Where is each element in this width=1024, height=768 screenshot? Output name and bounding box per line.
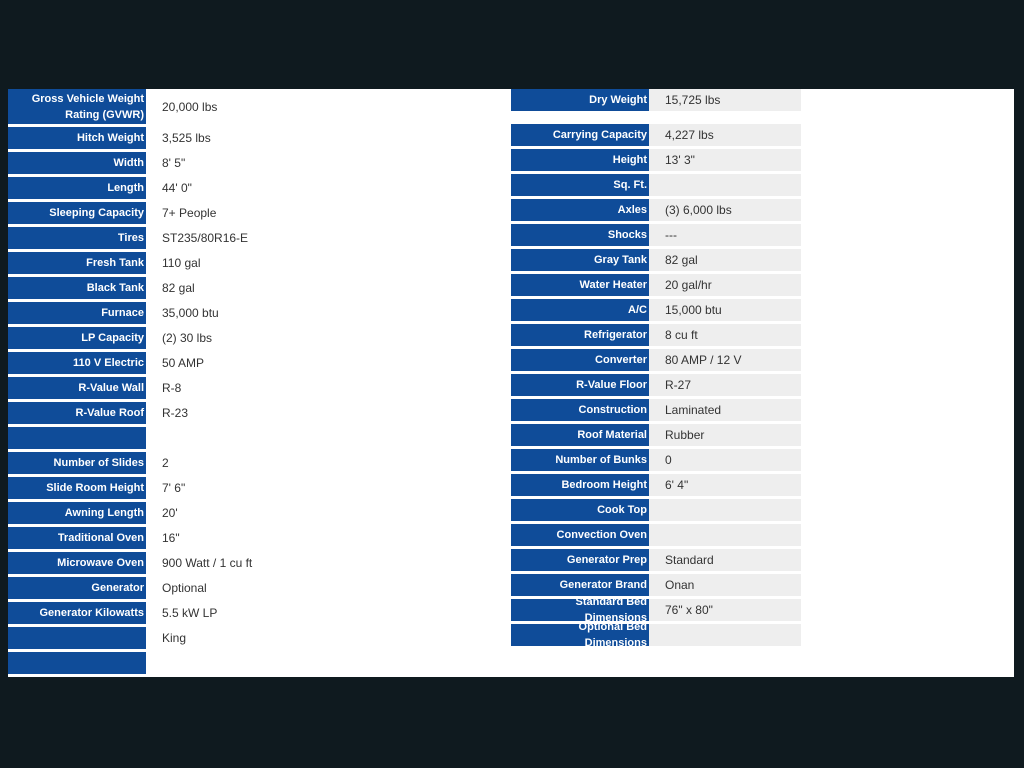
spec-row — [8, 152, 471, 174]
spec-row — [8, 452, 471, 474]
spec-row — [511, 399, 801, 421]
spec-row — [511, 349, 801, 371]
spec-value: 82 gal — [649, 249, 801, 271]
spec-row — [8, 377, 471, 399]
spec-value: 15,725 lbs — [649, 89, 801, 111]
spec-value: 3,525 lbs — [146, 127, 471, 149]
spec-label: R-Value Floor — [511, 374, 649, 396]
spec-label: Gray Tank — [511, 249, 649, 271]
spec-label: Generator Brand — [511, 574, 649, 596]
spec-value: 8 cu ft — [649, 324, 801, 346]
spec-value: 20' — [146, 502, 471, 524]
spec-value: King — [146, 627, 471, 649]
spec-value: 0 — [649, 449, 801, 471]
spec-row — [8, 202, 471, 224]
spec-value — [649, 174, 801, 196]
spec-label: Awning Length — [8, 502, 146, 524]
spec-label: Furnace — [8, 302, 146, 324]
spec-row — [511, 621, 801, 649]
spec-value: 80 AMP / 12 V — [649, 349, 801, 371]
spec-label: Standard Bed Dimensions — [511, 599, 649, 621]
spec-value: 900 Watt / 1 cu ft — [146, 552, 471, 574]
spec-label: Axles — [511, 199, 649, 221]
spec-label: LP Capacity — [8, 327, 146, 349]
spec-value: 76" x 80" — [649, 599, 801, 621]
spec-value: Rubber — [649, 424, 801, 446]
spec-value — [649, 624, 801, 646]
spec-value: --- — [649, 224, 801, 246]
spec-label: Sq. Ft. — [511, 174, 649, 196]
spec-row — [8, 277, 471, 299]
spec-value: 13' 3" — [649, 149, 801, 171]
spec-row — [511, 499, 801, 521]
spec-label: Sleeping Capacity — [8, 202, 146, 224]
spec-label: Shocks — [511, 224, 649, 246]
spec-value: 50 AMP — [146, 352, 471, 374]
spec-value: 7+ People — [146, 202, 471, 224]
spec-row — [511, 274, 801, 296]
spec-row — [511, 449, 801, 471]
spec-value: 44' 0" — [146, 177, 471, 199]
spec-value: 5.5 kW LP — [146, 602, 471, 624]
spec-row — [8, 627, 471, 649]
spec-label: A/C — [511, 299, 649, 321]
spec-row — [511, 549, 801, 571]
spec-label: R-Value Roof — [8, 402, 146, 424]
spec-row — [8, 602, 471, 624]
spec-row — [8, 552, 471, 574]
spec-label: Refrigerator — [511, 324, 649, 346]
spec-value: 6' 4" — [649, 474, 801, 496]
spec-label: Bedroom Height — [511, 474, 649, 496]
spec-row — [511, 299, 801, 321]
specs-right-column — [511, 89, 801, 649]
spec-value: 2 — [146, 452, 471, 474]
spec-row — [511, 474, 801, 496]
spec-row — [511, 374, 801, 396]
spec-label: Roof Material — [511, 424, 649, 446]
spec-label: Generator Kilowatts — [8, 602, 146, 624]
spec-value: 7' 6" — [146, 477, 471, 499]
spec-label: Length — [8, 177, 146, 199]
spec-label: 110 V Electric — [8, 352, 146, 374]
spec-row — [8, 327, 471, 349]
spec-row — [8, 402, 471, 424]
spec-label: Microwave Oven — [8, 552, 146, 574]
spec-label: Cook Top — [511, 499, 649, 521]
spec-row — [511, 249, 801, 271]
spec-value: 35,000 btu — [146, 302, 471, 324]
spec-label: Generator — [8, 577, 146, 599]
spec-label: Slide Room Height — [8, 477, 146, 499]
spec-row — [511, 149, 801, 171]
spec-value: 15,000 btu — [649, 299, 801, 321]
spec-value — [146, 427, 471, 449]
spec-row — [8, 477, 471, 499]
spec-label: Generator Prep — [511, 549, 649, 571]
spec-value: Optional — [146, 577, 471, 599]
spec-value: Onan — [649, 574, 801, 596]
spec-value: 16" — [146, 527, 471, 549]
spec-row — [511, 124, 801, 146]
spec-value: 4,227 lbs — [649, 124, 801, 146]
spec-label: Number of Bunks — [511, 449, 649, 471]
spec-label: Converter — [511, 349, 649, 371]
spec-value — [649, 524, 801, 546]
spec-row — [511, 574, 801, 596]
spec-label: Fresh Tank — [8, 252, 146, 274]
spec-value: 8' 5" — [146, 152, 471, 174]
spec-label: Construction — [511, 399, 649, 421]
spec-value: R-27 — [649, 374, 801, 396]
spec-row — [511, 324, 801, 346]
spec-row — [511, 89, 801, 111]
spec-value: 82 gal — [146, 277, 471, 299]
spec-label — [8, 627, 146, 649]
spec-label: Height — [511, 149, 649, 171]
spec-row — [8, 227, 471, 249]
spec-row — [8, 252, 471, 274]
spec-value: ST235/80R16-E — [146, 227, 471, 249]
spec-row — [8, 652, 471, 674]
spec-value: Standard — [649, 549, 801, 571]
spec-value — [146, 652, 471, 674]
spec-row — [8, 502, 471, 524]
spec-label: Width — [8, 152, 146, 174]
spec-row — [8, 302, 471, 324]
spec-row — [511, 199, 801, 221]
spec-row — [511, 224, 801, 246]
spec-value: R-23 — [146, 402, 471, 424]
spec-label — [8, 652, 146, 674]
spec-value: 20 gal/hr — [649, 274, 801, 296]
spec-value: (3) 6,000 lbs — [649, 199, 801, 221]
spec-row — [8, 577, 471, 599]
spec-label: Gross Vehicle Weight Rating (GVWR) — [8, 89, 146, 124]
spec-value: 110 gal — [146, 252, 471, 274]
specs-panel — [8, 89, 1014, 677]
spec-row — [8, 89, 471, 124]
spec-label: Hitch Weight — [8, 127, 146, 149]
spec-value: Laminated — [649, 399, 801, 421]
spec-label: Traditional Oven — [8, 527, 146, 549]
spec-value: (2) 30 lbs — [146, 327, 471, 349]
spec-row — [8, 352, 471, 374]
spec-value — [649, 499, 801, 521]
spec-label: Tires — [8, 227, 146, 249]
spec-label: Dry Weight — [511, 89, 649, 111]
spec-value: R-8 — [146, 377, 471, 399]
spec-row — [8, 427, 471, 449]
spec-label: Optional Bed Dimensions — [511, 624, 649, 646]
spec-label: Water Heater — [511, 274, 649, 296]
spec-label: R-Value Wall — [8, 377, 146, 399]
spec-row — [8, 127, 471, 149]
spec-row — [8, 527, 471, 549]
spec-row — [511, 424, 801, 446]
spec-value: 20,000 lbs — [146, 89, 471, 124]
spec-row — [8, 177, 471, 199]
spec-label — [8, 427, 146, 449]
spec-label: Black Tank — [8, 277, 146, 299]
spec-row — [511, 174, 801, 196]
spec-label: Number of Slides — [8, 452, 146, 474]
specs-left-column — [8, 89, 471, 677]
spec-row — [511, 596, 801, 624]
spec-row — [511, 524, 801, 546]
spec-label: Carrying Capacity — [511, 124, 649, 146]
spec-label: Convection Oven — [511, 524, 649, 546]
